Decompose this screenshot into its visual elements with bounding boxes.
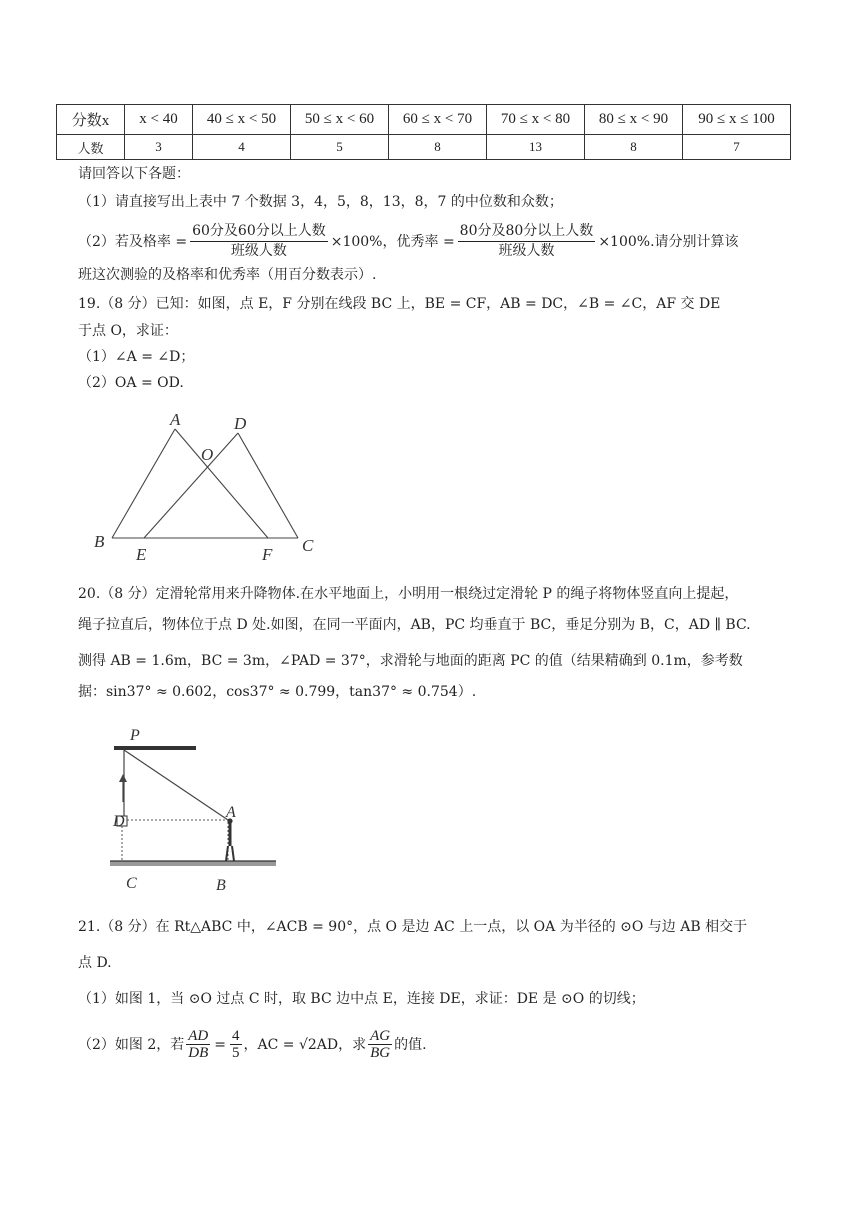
point-label-p: P: [130, 727, 140, 744]
q20-figure: [104, 722, 284, 897]
q19-part1: （1）∠A = ∠D；: [78, 349, 195, 365]
q18-part2: [78, 222, 739, 261]
segment-dc: [238, 433, 298, 538]
excellent-rate-fraction: [458, 222, 596, 261]
q19-part2: （2）OA = OD.: [78, 375, 184, 391]
point-label-o: O: [201, 445, 214, 464]
ratio-four-fifths-numerator: 4: [232, 1028, 240, 1044]
pass-rate-fraction: [190, 222, 328, 261]
q20-line2: 绳子拉直后，物体位于点 D 处.如图，在同一平面内，AB，PC 均垂直于 BC，垂足分别为 B，C，AD ∥ BC.: [78, 617, 751, 633]
ratio-four-fifths-denominator: 5: [232, 1045, 240, 1061]
q21-line1: 21.（8 分）在 Rt△ABC 中，∠ACB = 90°，点 O 是边 AC 上一点，以 OA 为半径的 ⊙O 与边 AB 相交于: [78, 919, 748, 935]
point-label-a: A: [170, 410, 181, 429]
point-label-d: D: [234, 414, 247, 433]
q19-figure: [88, 405, 328, 565]
person-leg-icon: [232, 846, 234, 861]
rope-diagonal: [124, 750, 228, 820]
point-label-b: B: [216, 877, 226, 894]
q21-part1: （1）如图 1，当 ⊙O 过点 C 时，取 BC 边中点 E，连接 DE，求证：DE 是 ⊙O 的切线；: [78, 991, 645, 1007]
q21-part2-lead: （2）如图 2，若: [78, 1036, 185, 1053]
point-label-a: A: [226, 804, 236, 821]
segment-ab: [112, 429, 175, 538]
table-header-row: [57, 105, 791, 135]
table-header-cell: x < 40: [125, 105, 193, 135]
table-header-cell: 70 ≤ x < 80: [487, 105, 585, 135]
q20-line3: 测得 AB = 1.6m，BC = 3m，∠PAD = 37°，求滑轮与地面的距离 PC 的值（结果精确到 0.1m，参考数: [78, 653, 743, 669]
pass-rate-denominator: 班级人数: [230, 243, 287, 259]
q18-times100-b: ×100%.请分别计算该: [598, 233, 739, 250]
q21-part2: [78, 1028, 427, 1061]
ratio-ag-bg-fraction: [368, 1028, 392, 1061]
ratio-ad-db-fraction: [186, 1028, 210, 1061]
table-cell: 13: [487, 135, 585, 160]
point-label-c: C: [302, 536, 314, 555]
q19-line2: 于点 O，求证：: [78, 323, 178, 339]
q20-line1: 20.（8 分）定滑轮常用来升降物体.在水平地面上，小明用一根绕过定滑轮 P 的绳子将物体竖直向上提起，: [78, 586, 739, 602]
arrow-head-icon: [119, 774, 127, 782]
table-cell: 5: [291, 135, 389, 160]
q18-part2-lead: （2）若及格率 =: [78, 233, 188, 250]
pass-rate-numerator: 60分及60分以上人数: [190, 222, 328, 242]
table-header-cell: 80 ≤ x < 90: [585, 105, 683, 135]
q18-times100-a: ×100%，优秀率 =: [330, 233, 455, 250]
table-header-cell: 40 ≤ x < 50: [193, 105, 291, 135]
ratio-ad-db-numerator: AD: [188, 1028, 209, 1044]
point-label-b: B: [94, 532, 105, 551]
point-label-e: E: [136, 545, 147, 564]
score-table: [56, 104, 791, 160]
table-header-cell: 60 ≤ x < 70: [389, 105, 487, 135]
table-cell: 人数: [57, 135, 125, 160]
excellent-rate-denominator: 班级人数: [498, 243, 555, 259]
segment-af: [175, 429, 268, 538]
equals-sign: =: [214, 1036, 226, 1053]
table-cell: 7: [683, 135, 791, 160]
table-header-cell: 90 ≤ x ≤ 100: [683, 105, 791, 135]
q19-line1: 19.（8 分）已知：如图，点 E，F 分别在线段 BC 上，BE = CF，AB = DC，∠B = ∠C，AF 交 DE: [78, 296, 721, 312]
table-cell: 4: [193, 135, 291, 160]
table-cell: 8: [585, 135, 683, 160]
q21-part2-middle: ，AC = √2AD，求: [243, 1036, 367, 1053]
q21-part2-end: 的值.: [394, 1036, 427, 1053]
table-header-cell: 50 ≤ x < 60: [291, 105, 389, 135]
point-label-d: D: [113, 813, 125, 830]
ratio-ag-bg-denominator: BG: [370, 1045, 391, 1061]
table-row: [57, 135, 791, 160]
ground: [110, 861, 276, 866]
table-cell: 8: [389, 135, 487, 160]
ratio-four-fifths-fraction: [230, 1028, 242, 1061]
q18-part2-continued: 班这次测验的及格率和优秀率（用百分数表示）.: [78, 267, 377, 283]
table-header-cell: 分数x: [57, 105, 125, 135]
q18-intro: 请回答以下各题：: [78, 166, 190, 182]
point-label-c: C: [126, 875, 137, 892]
table-cell: 3: [125, 135, 193, 160]
ratio-ad-db-denominator: DB: [188, 1045, 209, 1061]
ratio-ag-bg-numerator: AG: [370, 1028, 391, 1044]
q18-part1: （1）请直接写出上表中 7 个数据 3，4，5，8，13，8，7 的中位数和众数；: [78, 194, 563, 210]
q21-line2: 点 D.: [78, 955, 112, 971]
point-label-f: F: [262, 545, 273, 564]
excellent-rate-numerator: 80分及80分以上人数: [458, 222, 596, 242]
q20-line4: 据：sin37° ≈ 0.602，cos37° ≈ 0.799，tan37° ≈ 0.754）.: [78, 684, 477, 700]
